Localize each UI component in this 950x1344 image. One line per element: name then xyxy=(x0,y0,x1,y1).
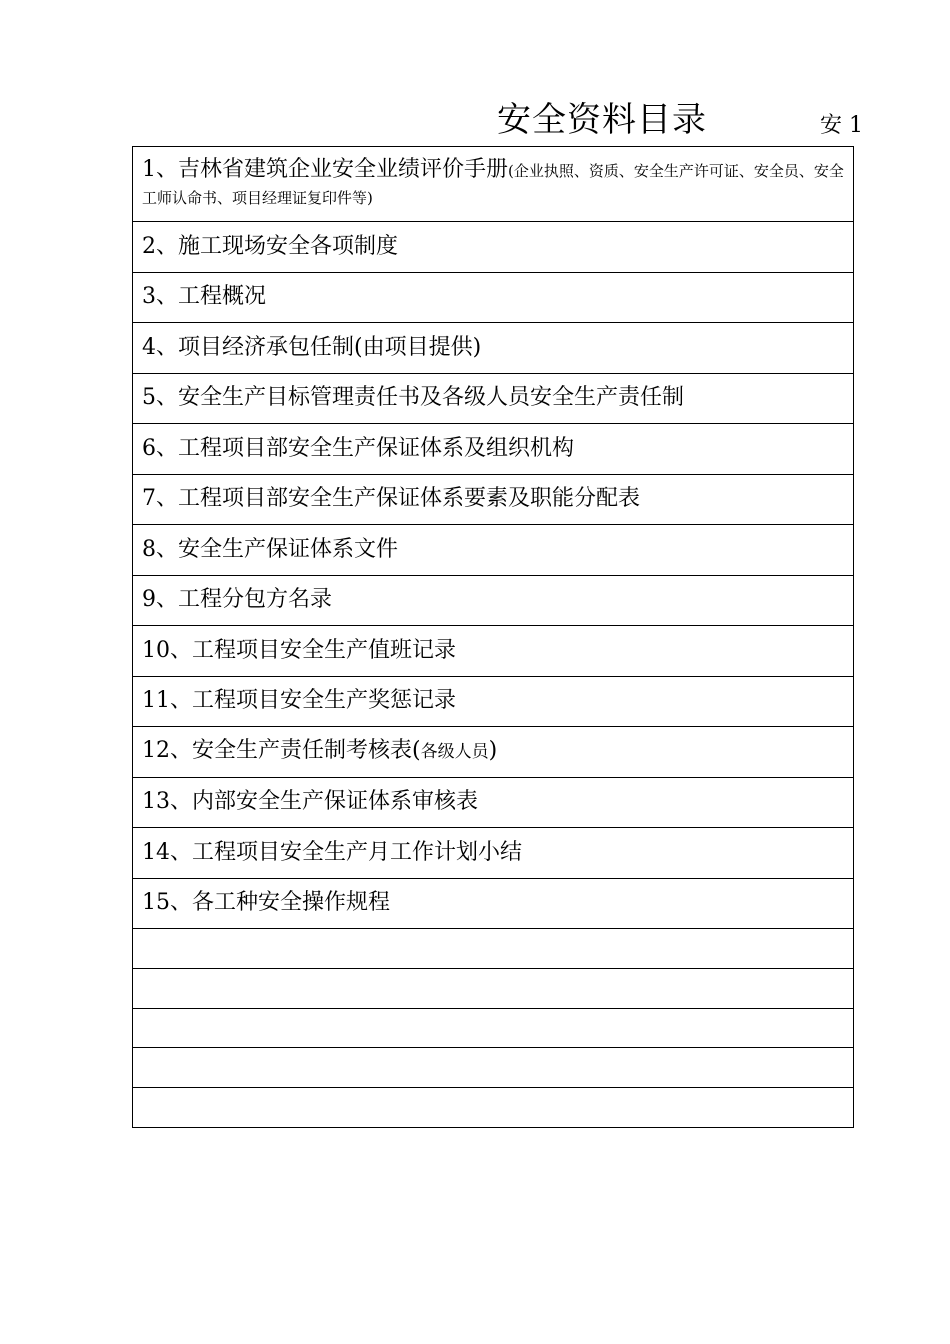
table-row xyxy=(133,474,854,525)
item-note: (企业执照、资质、安全生产许可证、安全员、安全工师认命书、项目经理证复印件等) xyxy=(142,162,844,207)
item-text: 6、工程项目部安全生产保证体系及组织机构 xyxy=(142,435,574,461)
empty-cell xyxy=(133,1048,854,1088)
list-item xyxy=(133,727,854,778)
item-text: 11、工程项目安全生产奖惩记录 xyxy=(142,688,456,714)
table-row xyxy=(133,424,854,475)
item-text: 13、内部安全生产保证体系审核表 xyxy=(142,789,478,815)
table-row xyxy=(133,323,854,374)
table-row xyxy=(133,222,854,273)
item-text: 10、工程项目安全生产值班记录 xyxy=(142,637,456,663)
table-row xyxy=(133,676,854,727)
list-item xyxy=(133,222,854,273)
list-item xyxy=(133,777,854,828)
item-text: 5、安全生产目标管理责任书及各级人员安全生产责任制 xyxy=(142,385,684,411)
item-text: 9、工程分包方名录 xyxy=(142,587,332,613)
item-text: 15、各工种安全操作规程 xyxy=(142,890,390,916)
list-item xyxy=(133,323,854,374)
table-row xyxy=(133,272,854,323)
list-item xyxy=(133,525,854,576)
table-row xyxy=(133,777,854,828)
empty-cell xyxy=(133,1008,854,1048)
list-item xyxy=(133,575,854,626)
item-text: 8、安全生产保证体系文件 xyxy=(142,536,398,562)
list-item xyxy=(133,828,854,879)
table-row xyxy=(133,626,854,677)
empty-row xyxy=(133,929,854,969)
table-row xyxy=(133,147,854,222)
list-item xyxy=(133,676,854,727)
empty-row xyxy=(133,1048,854,1088)
item-text: 7、工程项目部安全生产保证体系要素及职能分配表 xyxy=(142,486,640,512)
empty-row xyxy=(133,1008,854,1048)
item-note: 各级人员 xyxy=(420,742,489,763)
item-text: 1、吉林省建筑企业安全业绩评价手册 xyxy=(142,157,508,182)
empty-cell xyxy=(133,1088,854,1128)
directory-table xyxy=(132,146,854,1128)
item-text-tail: ) xyxy=(488,738,498,764)
empty-cell xyxy=(133,968,854,1008)
list-item xyxy=(133,474,854,525)
item-text: 3、工程概况 xyxy=(142,284,266,310)
item-text: 12、安全生产责任制考核表( xyxy=(142,738,421,764)
table-row xyxy=(133,575,854,626)
empty-row xyxy=(133,1088,854,1128)
list-item xyxy=(133,272,854,323)
table-row xyxy=(133,525,854,576)
empty-row xyxy=(133,968,854,1008)
table-row xyxy=(133,878,854,929)
list-item xyxy=(133,878,854,929)
document-title: 安全资料目录 xyxy=(497,100,707,140)
item-text: 2、施工现场安全各项制度 xyxy=(142,233,398,259)
item-text: 4、项目经济承包任制(由项目提供) xyxy=(142,334,482,360)
document-code: 安 1 xyxy=(820,113,863,138)
table-row xyxy=(133,828,854,879)
table-row xyxy=(133,727,854,778)
list-item xyxy=(133,424,854,475)
list-item xyxy=(133,373,854,424)
list-item xyxy=(133,147,854,222)
item-text: 14、工程项目安全生产月工作计划小结 xyxy=(142,839,522,865)
list-item xyxy=(133,626,854,677)
table-row xyxy=(133,373,854,424)
empty-cell xyxy=(133,929,854,969)
